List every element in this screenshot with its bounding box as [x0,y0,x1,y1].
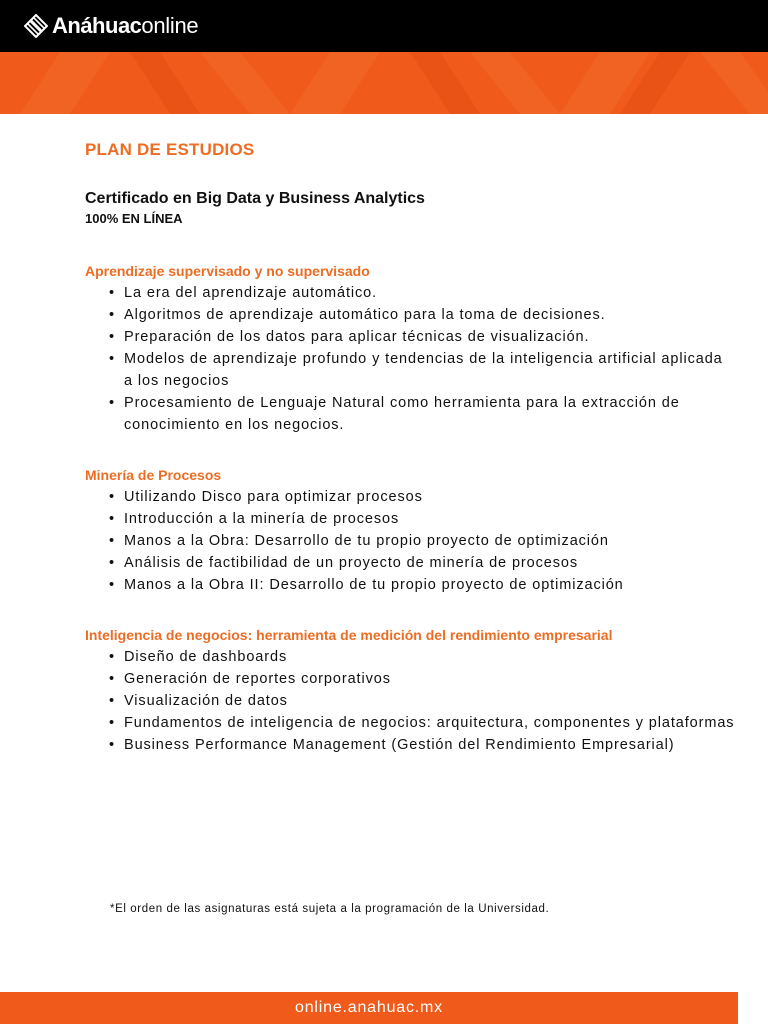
list-item: • Diseño de dashboards [109,646,735,668]
section-title: Minería de Procesos [85,467,222,483]
list-item: • Generación de reportes corporativos [109,668,735,690]
document-body [85,140,735,756]
topic-list [85,282,735,436]
list-item: • Análisis de factibilidad de un proyecto de minería de procesos [109,552,735,574]
logo-suffix-text: online [141,13,199,38]
certificate-subtitle: 100% EN LÍNEA [85,211,183,226]
plan-title: PLAN DE ESTUDIOS [85,140,255,159]
list-item: • Algoritmos de aprendizaje automático para la toma de decisiones. [109,304,735,326]
topic-list [85,486,735,596]
website-link[interactable]: online.anahuac.mx [295,999,443,1016]
certificate-title: Certificado en Big Data y Business Analytics [85,190,425,207]
list-item: • Manos a la Obra: Desarrollo de tu propio proyecto de optimización [109,530,735,552]
list-item: • Visualización de datos [109,690,735,712]
logo-brand-text: Anáhuac [52,13,142,38]
list-item: • Preparación de los datos para aplicar técnicas de visualización. [109,326,735,348]
list-item: • Business Performance Management (Gestión del Rendimiento Empresarial) [109,734,735,756]
chevron-pattern [0,52,768,114]
section-process-mining [85,464,735,596]
list-item: • Manos a la Obra II: Desarrollo de tu propio proyecto de optimización [109,574,735,596]
orange-pattern-band [0,52,768,114]
header-bar [0,0,768,52]
section-business-intelligence [85,624,735,756]
list-item: • La era del aprendizaje automático. [109,282,735,304]
list-item: • Modelos de aprendizaje profundo y tendencias de la inteligencia artificial aplicada a los negocios [109,348,735,392]
section-title: Aprendizaje supervisado y no supervisado [85,263,370,279]
list-item: • Utilizando Disco para optimizar procesos [109,486,735,508]
footer-bar [0,992,738,1024]
list-item: • Procesamiento de Lenguaje Natural como herramienta para la extracción de conocimiento en los negocios. [109,392,735,436]
topic-list [85,646,735,756]
section-title: Inteligencia de negocios: herramienta de medición del rendimiento empresarial [85,627,613,643]
section-supervised-learning [85,260,735,436]
footnote: *El orden de las asignaturas está sujeta a la programación de la Universidad. [110,903,550,915]
logo[interactable] [24,12,198,40]
anahuac-logo-icon [24,14,48,38]
list-item: • Fundamentos de inteligencia de negocios: arquitectura, componentes y plataformas [109,712,735,734]
list-item: • Introducción a la minería de procesos [109,508,735,530]
